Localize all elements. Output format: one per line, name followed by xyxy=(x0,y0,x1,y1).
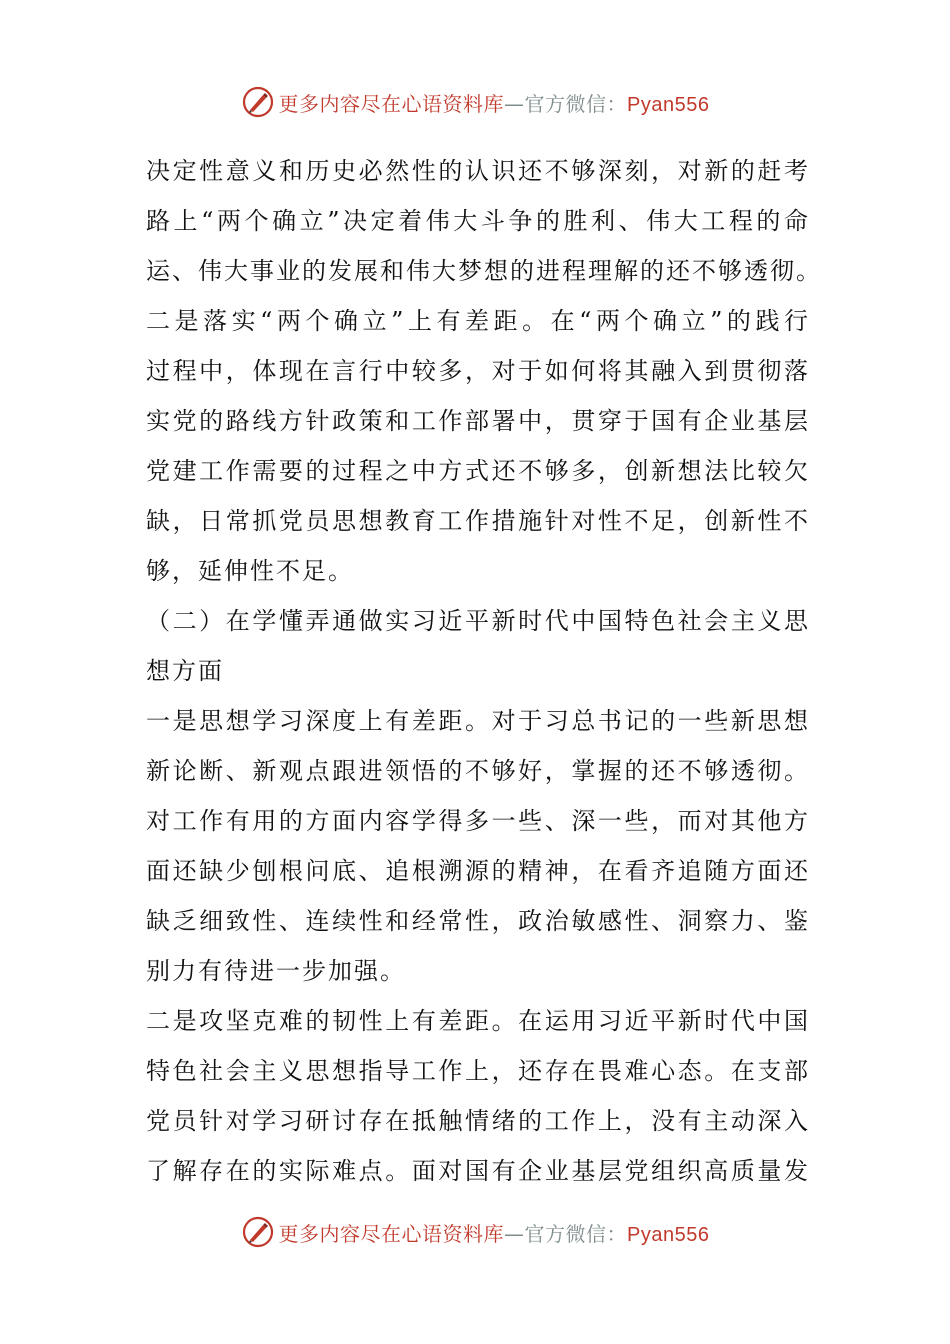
body-line: 二是落实“两个确立”上有差距。在“两个确立”的践行 xyxy=(146,307,810,335)
body-line: 党建工作需要的过程之中方式还不够多，创新想法比较欠 xyxy=(146,457,810,485)
watermark-main-text: 更多内容尽在心语资料库 xyxy=(278,1221,505,1246)
watermark-contact-label: 官方微信： xyxy=(524,1221,628,1246)
body-line: 决定性意义和历史必然性的认识还不够深刻，对新的赶考 xyxy=(146,157,810,185)
footer-watermark xyxy=(0,1212,950,1252)
watermark-separator: — xyxy=(504,91,525,116)
section-heading: （二）在学懂弄通做实习近平新时代中国特色社会主义思 xyxy=(146,607,810,635)
body-line: 缺乏细致性、连续性和经常性，政治敏感性、洞察力、鉴 xyxy=(146,907,810,935)
section-heading-cont: 想方面 xyxy=(146,657,224,685)
body-line: 党员针对学习研讨存在抵触情绪的工作上，没有主动深入 xyxy=(146,1107,810,1135)
body-line: 别力有待进一步加强。 xyxy=(146,957,406,985)
body-line: 了解存在的实际难点。面对国有企业基层党组织高质量发 xyxy=(146,1157,810,1185)
watermark-main-text: 更多内容尽在心语资料库 xyxy=(278,91,505,116)
body-line: 新论断、新观点跟进领悟的不够好，掌握的还不够透彻。 xyxy=(146,757,810,785)
watermark-contact-id: Pyan556 xyxy=(627,93,710,116)
pen-logo-icon xyxy=(241,85,275,119)
watermark-contact-id: Pyan556 xyxy=(627,1223,710,1246)
body-line: 二是攻坚克难的韧性上有差距。在运用习近平新时代中国 xyxy=(146,1007,810,1035)
pen-logo-icon xyxy=(241,1215,275,1249)
body-line: 一是思想学习深度上有差距。对于习总书记的一些新思想 xyxy=(146,707,810,735)
watermark-separator: — xyxy=(504,1221,525,1246)
body-line: 实党的路线方针政策和工作部署中，贯穿于国有企业基层 xyxy=(146,407,810,435)
body-line: 路上“两个确立”决定着伟大斗争的胜利、伟大工程的命 xyxy=(146,207,810,235)
header-watermark xyxy=(0,82,950,122)
body-line: 面还缺少刨根问底、追根溯源的精神，在看齐追随方面还 xyxy=(146,857,810,885)
body-line: 特色社会主义思想指导工作上，还存在畏难心态。在支部 xyxy=(146,1057,810,1085)
watermark-contact-label: 官方微信： xyxy=(524,91,628,116)
document-body xyxy=(146,146,822,1196)
body-line: 过程中，体现在言行中较多，对于如何将其融入到贯彻落 xyxy=(146,357,810,385)
body-line: 对工作有用的方面内容学得多一些、深一些，而对其他方 xyxy=(146,807,810,835)
body-line: 缺，日常抓党员思想教育工作措施针对性不足，创新性不 xyxy=(146,507,810,535)
body-line: 够，延伸性不足。 xyxy=(146,557,354,585)
body-line: 运、伟大事业的发展和伟大梦想的进程理解的还不够透彻。 xyxy=(146,257,822,285)
